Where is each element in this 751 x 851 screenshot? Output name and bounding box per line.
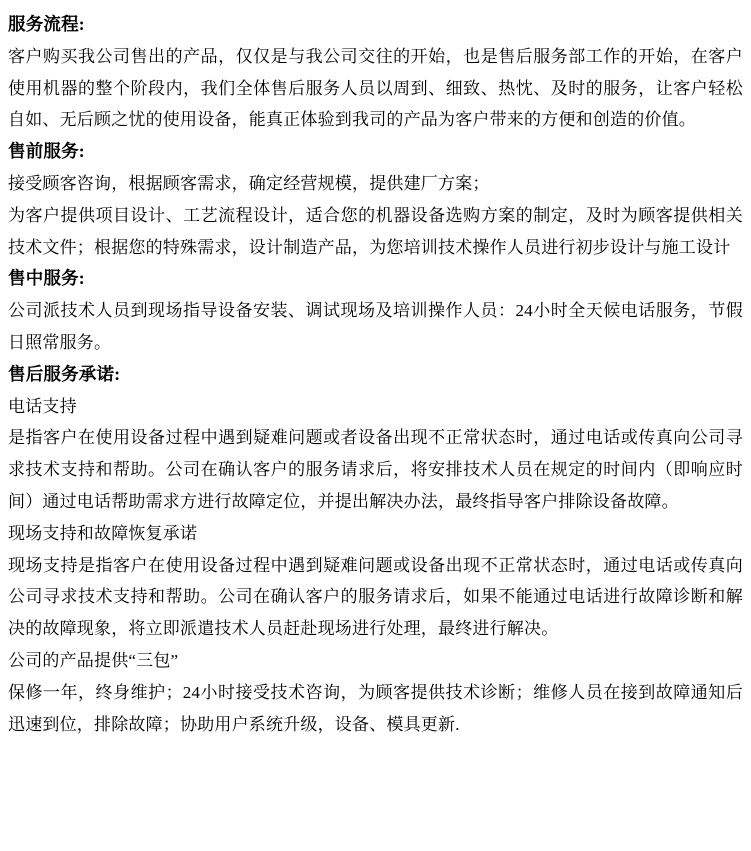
paragraph-service-process-intro: 客户购买我公司售出的产品，仅仅是与我公司交往的开始，也是售后服务部工作的开始，在客户使用机器的整个阶段内，我们全体售后服务人员以周到、细致、热忱、及时的服务，让客户轻松自如、无后顾之忧的使用设备，能真正体验到我司的产品为客户带来的方便和创造的价值。 — [8, 46, 743, 130]
paragraph-presale-design: 为客户提供项目设计、工艺流程设计，适合您的机器设备选购方案的制定，及时为顾客提供相关技术文件；根据您的特殊需求，设计制造产品，为您培训技术操作人员进行初步设计与施工设计 — [8, 205, 743, 257]
section-heading-presale-service: 售前服务: — [8, 141, 85, 162]
paragraph-three-guarantees-title: 公司的产品提供“三包” — [8, 650, 179, 670]
paragraph-midsale-onsite: 公司派技术人员到现场指导设备安装、调试现场及培训操作人员：24小时全天候电话服务，节假日照常服务。 — [8, 301, 743, 352]
section-heading-midsale-service: 售中服务: — [8, 268, 85, 289]
paragraph-onsite-support-detail: 现场支持是指客户在使用设备过程中遇到疑难问题或设备出现不正常状态时，通过电话或传真向公司寻求技术支持和帮助。公司在确认客户的服务请求后，如果不能通过电话进行故障诊断和解决的故障现象，将立即派遣技术人员赶赴现场进行处理，最终进行解决。 — [8, 555, 743, 639]
section-heading-service-process: 服务流程: — [8, 14, 85, 34]
section-heading-aftersale-commitment: 售后服务承诺: — [8, 363, 121, 384]
paragraph-phone-support-title: 电话支持 — [8, 396, 77, 416]
paragraph-warranty-detail: 保修一年，终身维护；24小时接受技术咨询，为顾客提供技术诊断；维修人员在接到故障通知后迅速到位，排除故障；协助用户系统升级，设备、模具更新. — [8, 682, 743, 734]
paragraph-phone-support-detail: 是指客户在使用设备过程中遇到疑难问题或者设备出现不正常状态时，通过电话或传真向公司寻求技术支持和帮助。公司在确认客户的服务请求后，将安排技术人员在规定的时间内（即响应时间）通过电话帮助需求方进行故障定位，并提出解决办法，最终指导客户排除设备故障。 — [8, 428, 743, 511]
paragraph-onsite-support-title: 现场支持和故障恢复承诺 — [8, 523, 198, 543]
paragraph-presale-consulting: 接受顾客咨询，根据顾客需求，确定经营规模，提供建厂方案； — [8, 173, 490, 193]
